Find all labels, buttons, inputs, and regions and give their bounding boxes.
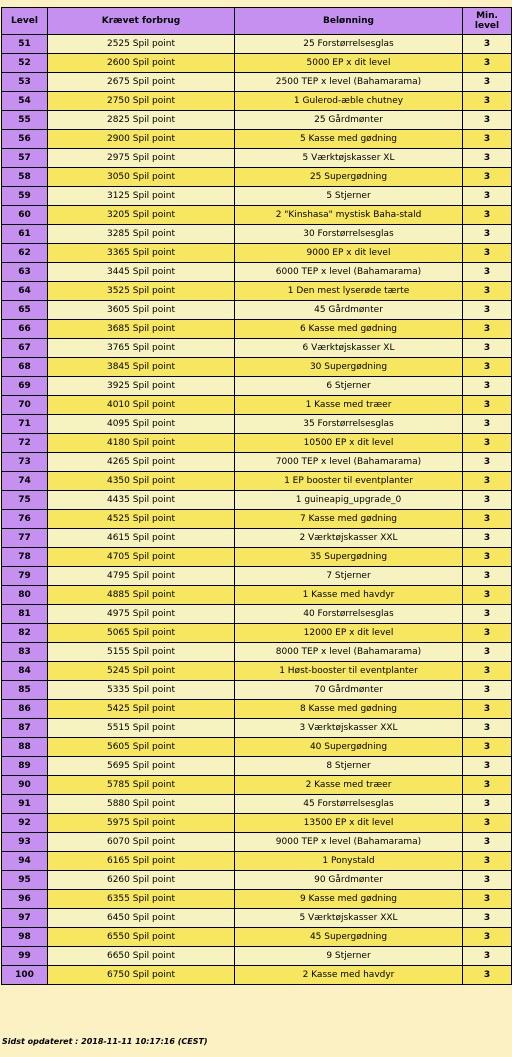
- cost-cell: 4795 Spil point: [48, 567, 235, 586]
- min-level-cell: 3: [463, 453, 512, 472]
- min-level-cell: 3: [463, 681, 512, 700]
- level-cell: 73: [2, 453, 48, 472]
- level-cell: 72: [2, 434, 48, 453]
- cost-cell: 2825 Spil point: [48, 111, 235, 130]
- reward-cell: 7000 TEP x level (Bahamarama): [235, 453, 463, 472]
- level-cell: 89: [2, 757, 48, 776]
- table-row: [2, 662, 512, 681]
- cost-cell: 2675 Spil point: [48, 73, 235, 92]
- reward-cell: 2 Kasse med træer: [235, 776, 463, 795]
- table-row: [2, 605, 512, 624]
- level-cell: 51: [2, 35, 48, 54]
- cost-cell: 5335 Spil point: [48, 681, 235, 700]
- cost-cell: 3205 Spil point: [48, 206, 235, 225]
- reward-cell: 13500 EP x dit level: [235, 814, 463, 833]
- table-row: [2, 168, 512, 187]
- level-cell: 62: [2, 244, 48, 263]
- cost-cell: 6650 Spil point: [48, 947, 235, 966]
- table-row: [2, 263, 512, 282]
- level-cell: 94: [2, 852, 48, 871]
- table-row: [2, 966, 512, 985]
- reward-cell: 2500 TEP x level (Bahamarama): [235, 73, 463, 92]
- cost-cell: 3605 Spil point: [48, 301, 235, 320]
- min-level-cell: 3: [463, 928, 512, 947]
- cost-cell: 3685 Spil point: [48, 320, 235, 339]
- reward-cell: 1 Gulerod-æble chutney: [235, 92, 463, 111]
- cost-cell: 3525 Spil point: [48, 282, 235, 301]
- table-row: [2, 700, 512, 719]
- level-cell: 93: [2, 833, 48, 852]
- reward-cell: 25 Gårdmønter: [235, 111, 463, 130]
- table-row: [2, 73, 512, 92]
- table-row: [2, 624, 512, 643]
- last-updated-text: Sidst opdateret : 2018-11-11 10:17:16 (CEST): [2, 1037, 208, 1046]
- min-level-cell: 3: [463, 244, 512, 263]
- reward-cell: 45 Supergødning: [235, 928, 463, 947]
- reward-cell: 5 Værktøjskasser XXL: [235, 909, 463, 928]
- reward-cell: 1 Ponystald: [235, 852, 463, 871]
- min-level-cell: 3: [463, 871, 512, 890]
- min-level-cell: 3: [463, 795, 512, 814]
- min-level-cell: 3: [463, 909, 512, 928]
- header-reward: Belønning: [235, 8, 463, 35]
- cost-cell: 5695 Spil point: [48, 757, 235, 776]
- min-level-cell: 3: [463, 814, 512, 833]
- reward-cell: 45 Forstørrelsesglas: [235, 795, 463, 814]
- cost-cell: 3285 Spil point: [48, 225, 235, 244]
- reward-cell: 6 Værktøjskasser XL: [235, 339, 463, 358]
- cost-cell: 3845 Spil point: [48, 358, 235, 377]
- min-level-cell: 3: [463, 719, 512, 738]
- reward-cell: 9000 TEP x level (Bahamarama): [235, 833, 463, 852]
- reward-cell: 9 Stjerner: [235, 947, 463, 966]
- min-level-cell: 3: [463, 605, 512, 624]
- reward-cell: 1 EP booster til eventplanter: [235, 472, 463, 491]
- min-level-cell: 3: [463, 168, 512, 187]
- cost-cell: 4615 Spil point: [48, 529, 235, 548]
- reward-cell: 8 Kasse med gødning: [235, 700, 463, 719]
- level-cell: 68: [2, 358, 48, 377]
- min-level-cell: 3: [463, 206, 512, 225]
- table-row: [2, 453, 512, 472]
- reward-cell: 35 Forstørrelsesglas: [235, 415, 463, 434]
- level-cell: 67: [2, 339, 48, 358]
- table-row: [2, 377, 512, 396]
- cost-cell: 4525 Spil point: [48, 510, 235, 529]
- level-cell: 90: [2, 776, 48, 795]
- level-cell: 78: [2, 548, 48, 567]
- cost-cell: 4010 Spil point: [48, 396, 235, 415]
- min-level-cell: 3: [463, 73, 512, 92]
- level-cell: 54: [2, 92, 48, 111]
- table-row: [2, 795, 512, 814]
- min-level-cell: 3: [463, 776, 512, 795]
- cost-cell: 5245 Spil point: [48, 662, 235, 681]
- table-row: [2, 244, 512, 263]
- min-level-cell: 3: [463, 339, 512, 358]
- level-cell: 98: [2, 928, 48, 947]
- cost-cell: 6165 Spil point: [48, 852, 235, 871]
- cost-cell: 4975 Spil point: [48, 605, 235, 624]
- table-row: [2, 130, 512, 149]
- reward-cell: 6000 TEP x level (Bahamarama): [235, 263, 463, 282]
- min-level-cell: 3: [463, 301, 512, 320]
- reward-cell: 1 Kasse med træer: [235, 396, 463, 415]
- min-level-cell: 3: [463, 358, 512, 377]
- cost-cell: 4705 Spil point: [48, 548, 235, 567]
- table-row: [2, 320, 512, 339]
- min-level-cell: 3: [463, 282, 512, 301]
- level-cell: 84: [2, 662, 48, 681]
- level-cell: 63: [2, 263, 48, 282]
- table-row: [2, 890, 512, 909]
- min-level-cell: 3: [463, 434, 512, 453]
- table-header-row: [2, 8, 512, 35]
- cost-cell: 5605 Spil point: [48, 738, 235, 757]
- cost-cell: 2525 Spil point: [48, 35, 235, 54]
- table-row: [2, 643, 512, 662]
- cost-cell: 6070 Spil point: [48, 833, 235, 852]
- cost-cell: 3365 Spil point: [48, 244, 235, 263]
- reward-cell: 8 Stjerner: [235, 757, 463, 776]
- level-rewards-table: [1, 7, 512, 985]
- min-level-cell: 3: [463, 890, 512, 909]
- cost-cell: 2750 Spil point: [48, 92, 235, 111]
- table-body: [2, 35, 512, 985]
- level-cell: 61: [2, 225, 48, 244]
- table-row: [2, 586, 512, 605]
- level-cell: 97: [2, 909, 48, 928]
- reward-cell: 5 Kasse med gødning: [235, 130, 463, 149]
- table-row: [2, 681, 512, 700]
- reward-cell: 30 Supergødning: [235, 358, 463, 377]
- level-cell: 96: [2, 890, 48, 909]
- min-level-cell: 3: [463, 510, 512, 529]
- reward-cell: 12000 EP x dit level: [235, 624, 463, 643]
- min-level-cell: 3: [463, 643, 512, 662]
- cost-cell: 5155 Spil point: [48, 643, 235, 662]
- cost-cell: 5975 Spil point: [48, 814, 235, 833]
- reward-cell: 70 Gårdmønter: [235, 681, 463, 700]
- cost-cell: 4885 Spil point: [48, 586, 235, 605]
- cost-cell: 3125 Spil point: [48, 187, 235, 206]
- reward-cell: 35 Supergødning: [235, 548, 463, 567]
- level-cell: 52: [2, 54, 48, 73]
- table-row: [2, 852, 512, 871]
- cost-cell: 4265 Spil point: [48, 453, 235, 472]
- reward-cell: 1 Den mest lyserøde tærte: [235, 282, 463, 301]
- reward-cell: 30 Forstørrelsesglas: [235, 225, 463, 244]
- reward-cell: 9 Kasse med gødning: [235, 890, 463, 909]
- reward-cell: 90 Gårdmønter: [235, 871, 463, 890]
- reward-cell: 3 Værktøjskasser XXL: [235, 719, 463, 738]
- table-row: [2, 225, 512, 244]
- min-level-cell: 3: [463, 187, 512, 206]
- min-level-cell: 3: [463, 111, 512, 130]
- table-row: [2, 111, 512, 130]
- cost-cell: 2975 Spil point: [48, 149, 235, 168]
- reward-cell: 40 Supergødning: [235, 738, 463, 757]
- min-level-cell: 3: [463, 947, 512, 966]
- cost-cell: 4180 Spil point: [48, 434, 235, 453]
- table-row: [2, 396, 512, 415]
- table-row: [2, 415, 512, 434]
- level-cell: 53: [2, 73, 48, 92]
- table-row: [2, 928, 512, 947]
- cost-cell: 4350 Spil point: [48, 472, 235, 491]
- reward-cell: 5 Stjerner: [235, 187, 463, 206]
- table-row: [2, 206, 512, 225]
- level-cell: 86: [2, 700, 48, 719]
- table-row: [2, 738, 512, 757]
- level-cell: 60: [2, 206, 48, 225]
- reward-cell: 1 Høst-booster til eventplanter: [235, 662, 463, 681]
- table-row: [2, 833, 512, 852]
- table-row: [2, 719, 512, 738]
- min-level-cell: 3: [463, 662, 512, 681]
- level-cell: 56: [2, 130, 48, 149]
- table-row: [2, 776, 512, 795]
- level-cell: 57: [2, 149, 48, 168]
- table-row: [2, 871, 512, 890]
- reward-cell: 25 Supergødning: [235, 168, 463, 187]
- level-cell: 95: [2, 871, 48, 890]
- cost-cell: 4095 Spil point: [48, 415, 235, 434]
- level-cell: 71: [2, 415, 48, 434]
- table-row: [2, 149, 512, 168]
- reward-cell: 5 Værktøjskasser XL: [235, 149, 463, 168]
- reward-cell: 40 Forstørrelsesglas: [235, 605, 463, 624]
- reward-cell: 8000 TEP x level (Bahamarama): [235, 643, 463, 662]
- reward-cell: 9000 EP x dit level: [235, 244, 463, 263]
- level-cell: 92: [2, 814, 48, 833]
- level-cell: 88: [2, 738, 48, 757]
- cost-cell: 3925 Spil point: [48, 377, 235, 396]
- header-cost: Krævet forbrug: [48, 8, 235, 35]
- cost-cell: 2900 Spil point: [48, 130, 235, 149]
- reward-cell: 2 Værktøjskasser XXL: [235, 529, 463, 548]
- level-cell: 55: [2, 111, 48, 130]
- level-cell: 70: [2, 396, 48, 415]
- cost-cell: 6260 Spil point: [48, 871, 235, 890]
- min-level-cell: 3: [463, 567, 512, 586]
- cost-cell: 5425 Spil point: [48, 700, 235, 719]
- reward-cell: 7 Kasse med gødning: [235, 510, 463, 529]
- header-level: Level: [2, 8, 48, 35]
- level-cell: 83: [2, 643, 48, 662]
- min-level-cell: 3: [463, 966, 512, 985]
- reward-cell: 1 Kasse med havdyr: [235, 586, 463, 605]
- table-row: [2, 187, 512, 206]
- min-level-cell: 3: [463, 529, 512, 548]
- level-cell: 69: [2, 377, 48, 396]
- min-level-cell: 3: [463, 548, 512, 567]
- min-level-cell: 3: [463, 92, 512, 111]
- table-row: [2, 491, 512, 510]
- table-row: [2, 909, 512, 928]
- table-row: [2, 339, 512, 358]
- cost-cell: 5785 Spil point: [48, 776, 235, 795]
- table-row: [2, 472, 512, 491]
- reward-cell: 45 Gårdmønter: [235, 301, 463, 320]
- header-min-level-line2: level: [474, 21, 500, 31]
- table-row: [2, 947, 512, 966]
- min-level-cell: 3: [463, 738, 512, 757]
- level-cell: 77: [2, 529, 48, 548]
- level-cell: 80: [2, 586, 48, 605]
- min-level-cell: 3: [463, 149, 512, 168]
- level-cell: 59: [2, 187, 48, 206]
- min-level-cell: 3: [463, 54, 512, 73]
- table-row: [2, 814, 512, 833]
- reward-cell: 2 Kasse med havdyr: [235, 966, 463, 985]
- level-cell: 79: [2, 567, 48, 586]
- header-min-level-line1: Min.: [476, 11, 498, 21]
- level-cell: 82: [2, 624, 48, 643]
- level-cell: 100: [2, 966, 48, 985]
- reward-cell: 5000 EP x dit level: [235, 54, 463, 73]
- level-cell: 99: [2, 947, 48, 966]
- level-cell: 91: [2, 795, 48, 814]
- min-level-cell: 3: [463, 396, 512, 415]
- min-level-cell: 3: [463, 757, 512, 776]
- level-cell: 81: [2, 605, 48, 624]
- table-row: [2, 529, 512, 548]
- table-row: [2, 282, 512, 301]
- table-row: [2, 757, 512, 776]
- cost-cell: 6450 Spil point: [48, 909, 235, 928]
- level-cell: 66: [2, 320, 48, 339]
- cost-cell: 3765 Spil point: [48, 339, 235, 358]
- reward-cell: 7 Stjerner: [235, 567, 463, 586]
- cost-cell: 3445 Spil point: [48, 263, 235, 282]
- level-cell: 58: [2, 168, 48, 187]
- level-cell: 74: [2, 472, 48, 491]
- level-cell: 85: [2, 681, 48, 700]
- header-min-level: [463, 8, 512, 35]
- min-level-cell: 3: [463, 491, 512, 510]
- table-row: [2, 54, 512, 73]
- table-row: [2, 92, 512, 111]
- reward-cell: 6 Stjerner: [235, 377, 463, 396]
- min-level-cell: 3: [463, 415, 512, 434]
- min-level-cell: 3: [463, 833, 512, 852]
- min-level-cell: 3: [463, 130, 512, 149]
- min-level-cell: 3: [463, 377, 512, 396]
- reward-cell: 10500 EP x dit level: [235, 434, 463, 453]
- reward-cell: 1 guineapig_upgrade_0: [235, 491, 463, 510]
- reward-cell: 2 "Kinshasa" mystisk Baha-stald: [235, 206, 463, 225]
- table-row: [2, 567, 512, 586]
- min-level-cell: 3: [463, 263, 512, 282]
- cost-cell: 3050 Spil point: [48, 168, 235, 187]
- min-level-cell: 3: [463, 586, 512, 605]
- min-level-cell: 3: [463, 320, 512, 339]
- table-row: [2, 358, 512, 377]
- cost-cell: 6550 Spil point: [48, 928, 235, 947]
- min-level-cell: 3: [463, 472, 512, 491]
- table-row: [2, 301, 512, 320]
- table-row: [2, 434, 512, 453]
- min-level-cell: 3: [463, 225, 512, 244]
- cost-cell: 6355 Spil point: [48, 890, 235, 909]
- cost-cell: 4435 Spil point: [48, 491, 235, 510]
- reward-cell: 6 Kasse med gødning: [235, 320, 463, 339]
- cost-cell: 5065 Spil point: [48, 624, 235, 643]
- min-level-cell: 3: [463, 700, 512, 719]
- level-cell: 76: [2, 510, 48, 529]
- cost-cell: 6750 Spil point: [48, 966, 235, 985]
- cost-cell: 5515 Spil point: [48, 719, 235, 738]
- cost-cell: 5880 Spil point: [48, 795, 235, 814]
- min-level-cell: 3: [463, 852, 512, 871]
- min-level-cell: 3: [463, 624, 512, 643]
- level-cell: 64: [2, 282, 48, 301]
- table-row: [2, 35, 512, 54]
- table-row: [2, 510, 512, 529]
- level-cell: 65: [2, 301, 48, 320]
- reward-cell: 25 Forstørrelsesglas: [235, 35, 463, 54]
- min-level-cell: 3: [463, 35, 512, 54]
- level-cell: 87: [2, 719, 48, 738]
- cost-cell: 2600 Spil point: [48, 54, 235, 73]
- table-row: [2, 548, 512, 567]
- level-cell: 75: [2, 491, 48, 510]
